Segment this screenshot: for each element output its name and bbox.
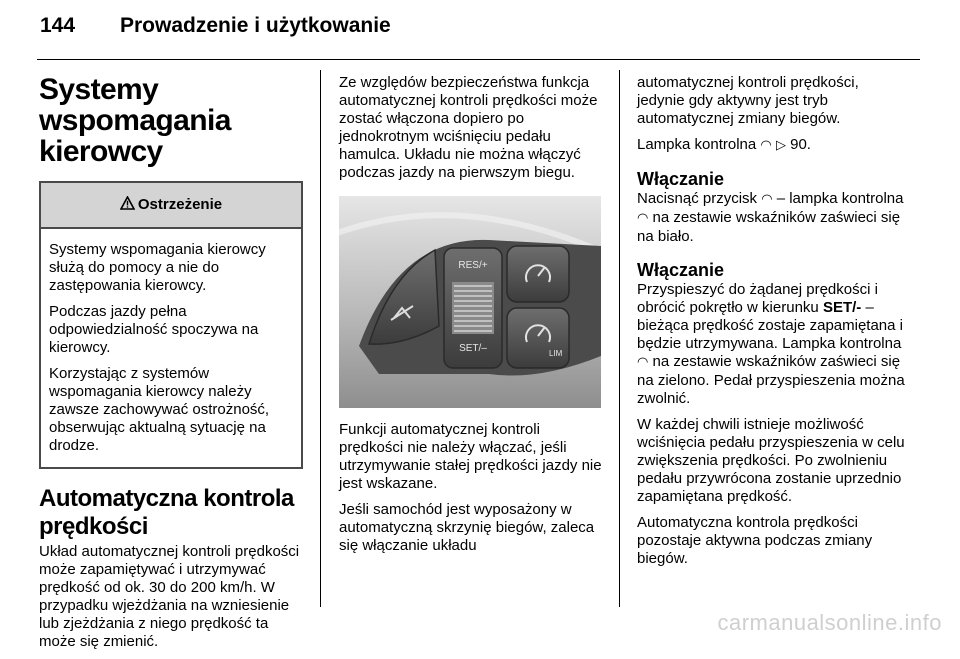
body-paragraph: Automatyczna kontrola prędkości pozostaje aktywna podczas zmiany biegów. bbox=[637, 514, 873, 567]
body-paragraph: W każdej chwili istnieje możliwość wciśnięcia pedału przyspieszenia w celu zwiększenia prędkości. Po zwolnieniu pedału przywrócona zostanie uprzednio zapamiętana prędkość. bbox=[637, 416, 905, 505]
column-2 bbox=[339, 74, 605, 563]
column-divider-1 bbox=[320, 70, 321, 607]
body-paragraph: Funkcji automatycznej kontroli prędkości nie należy włączać, jeśli utrzymywanie stałej prędkości jazdy nie jest wskazane. bbox=[339, 421, 602, 492]
column-3 bbox=[637, 74, 907, 576]
set-label: SET/– bbox=[459, 343, 487, 354]
header-rule bbox=[37, 59, 920, 60]
warning-box bbox=[39, 181, 303, 469]
body-paragraph: Przyspieszyć do żądanej prędkości i obrócić pokrętło w kierunku SET/- – bieżąca prędkość zostaje zapamiętana i będzie utrzymywana. Lampka kontrolna ◠ na zestawie wskaźników zaświeci się na zielono. Pedał przyspieszenia można zwolnić. bbox=[637, 281, 905, 407]
cruise-control-icon: ◠ bbox=[637, 355, 649, 370]
switch-on-heading: Włączanie bbox=[637, 169, 725, 189]
body-paragraph: Ze względów bezpieczeństwa funkcja automatycznej kontroli prędkości może zostać włączona dopiero po jednokrotnym wciśnięciu pedału hamulca. Układu nie można włączyć podczas jazdy na pierwszym biegu. bbox=[339, 74, 598, 181]
column-divider-2 bbox=[619, 70, 620, 607]
lim-label: LIM bbox=[549, 349, 563, 358]
column-1 bbox=[39, 74, 303, 659]
warning-paragraph: Korzystając z systemów wspomagania kierowcy należy zawsze zachowywać ostrożność, obserwując aktualną sytuację na drodze. bbox=[49, 365, 270, 454]
body-paragraph: Lampka kontrolna ◠ ▷ 90. bbox=[637, 136, 811, 153]
watermark: carmanualsonline.info bbox=[717, 610, 942, 635]
warning-header bbox=[41, 183, 301, 229]
body-paragraph: Nacisnąć przycisk ◠ – lampka kontrolna ◠ na zestawie wskaźników zaświeci się na biało. bbox=[637, 190, 904, 245]
cruise-control-icon: ◠ bbox=[637, 211, 649, 226]
chapter-title: Prowadzenie i użytkowanie bbox=[120, 14, 391, 37]
body-paragraph: Jeśli samochód jest wyposażony w automatyczną skrzynię biegów, zaleca się włączanie układu bbox=[339, 501, 595, 554]
set-key-label: SET/- bbox=[822, 299, 862, 316]
switch-on-heading: Włączanie bbox=[637, 260, 725, 280]
warning-paragraph: Podczas jazdy pełna odpowiedzialność spoczywa na kierowcy. bbox=[49, 303, 259, 356]
cruise-control-icon: ◠ bbox=[760, 138, 772, 153]
res-label: RES/+ bbox=[458, 260, 488, 271]
warning-triangle-icon bbox=[120, 196, 135, 215]
warning-body bbox=[41, 229, 301, 467]
section-title: Systemy wspomagania kierowcy bbox=[39, 73, 231, 168]
page-header bbox=[40, 14, 391, 38]
see-page-arrow-icon: ▷ bbox=[775, 138, 786, 153]
body-paragraph: automatycznej kontroli prędkości, jedynie gdy aktywny jest tryb automatycznej zmiany biegów. bbox=[637, 74, 859, 127]
warning-paragraph: Systemy wspomagania kierowcy służą do pomocy a nie do zastępowania kierowcy. bbox=[49, 241, 266, 294]
steering-wheel-controls-figure bbox=[339, 196, 601, 408]
cruise-control-icon: ◠ bbox=[761, 192, 773, 207]
warning-label: Ostrzeżenie bbox=[137, 196, 223, 213]
cruise-control-heading: Automatyczna kontrola prędkości bbox=[39, 485, 294, 540]
page-number: 144 bbox=[40, 14, 76, 37]
body-paragraph: Układ automatycznej kontroli prędkości może zapamiętywać i utrzymywać prędkość od ok. 30 do 200 km/h. W przypadku wjeżdżania na wzniesienie lub zjeżdżania z niego prędkość ta może się zmienić. bbox=[39, 543, 300, 650]
